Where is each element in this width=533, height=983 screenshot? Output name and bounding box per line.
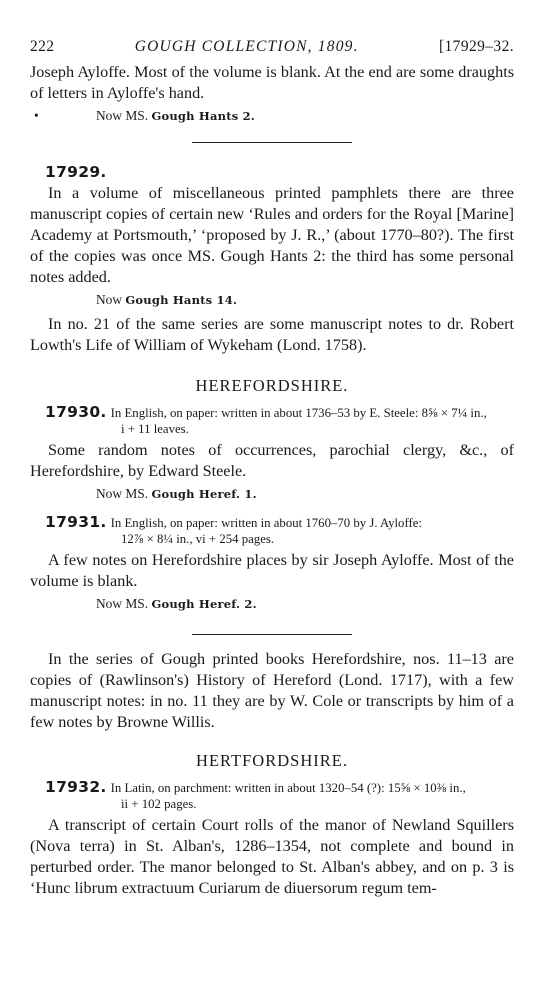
ms-shelfmark: Gough Hants 2.: [151, 109, 255, 123]
entry-number-17930: 17930.: [45, 403, 107, 421]
printed-books-note: In the series of Gough printed books Herefordshire, nos. 11–13 are copies of (Rawlinson's) History of Hereford (Lond. 1717), with a few manuscript notes: in no. 11 they are by W. Cole or transcripts by him of a few notes by Browne Willis.: [30, 650, 514, 731]
entry-17931-paragraph: A few notes on Herefordshire places by sir Joseph Ayloffe. Most of the volume is blank.: [30, 551, 514, 590]
desc-line-1: In Latin, on parchment: written in about 1320–54 (?): 15⅝ × 10⅜ in.,: [110, 781, 466, 795]
entry-17929-paragraph: In a volume of miscellaneous printed pamphlets there are three manuscript copies of certain new ‘Rules and orders for the Royal [Marine] Academy at Portsmouth,’ ‘proposed by J. R.,’ (about 1770–80?). The first of the copies was once MS. Gough Hants 2: the third has some personal notes added.: [30, 184, 514, 286]
ms-prefix: Now MS.: [96, 108, 149, 123]
desc-line-2: ii + 102 pages.: [121, 797, 197, 811]
ms-prefix: Now MS.: [96, 596, 149, 611]
entry-17931-description: [30, 514, 514, 547]
entry-number-17931: 17931.: [45, 513, 107, 531]
intro-ms-line: [30, 106, 514, 126]
section-heading-hertfordshire: HERTFORDSHIRE.: [196, 751, 348, 770]
entry-17930-ms-line: [30, 484, 514, 504]
page: [30, 38, 514, 899]
entry-17931-ms-line: [30, 594, 514, 614]
entry-17932-description: [30, 779, 514, 812]
entry-number-17929: 17929.: [45, 163, 107, 181]
entry-17929-ms-line: [30, 290, 514, 310]
desc-line-1: In English, on paper: written in about 1736–53 by E. Steele: 8⅝ × 7¼ in.,: [110, 406, 487, 420]
entry-17930-paragraph: Some random notes of occurrences, parochial clergy, &c., of Herefordshire, by Edward Steele.: [30, 441, 514, 480]
desc-line-2: 12⅞ × 8¼ in., vi + 254 pages.: [121, 532, 275, 546]
entry-17930-description: [30, 404, 514, 437]
section-heading-herefordshire: HEREFORDSHIRE.: [195, 376, 349, 395]
page-number: 222: [30, 38, 55, 55]
entry-number-17932: 17932.: [45, 778, 107, 796]
entry-range: [17929–32.: [438, 38, 514, 55]
bullet-mark: •: [34, 108, 39, 123]
ms-shelfmark: Gough Hants 14.: [125, 293, 238, 307]
entry-17932-paragraph: A transcript of certain Court rolls of the manor of Newland Squillers (Nova terra) in St. Alban's, 1286–1354, not complete and bound in perturbed order. The manor belonged to St. Alban's abbey, and on p. 3 is ‘Hunc librum extractuum Curiarum de diuersorum regum tem-: [30, 816, 514, 897]
running-header: [30, 38, 514, 56]
entry-17929-note: In no. 21 of the same series are some manuscript notes to dr. Robert Lowth's Life of William of Wykeham (Lond. 1758).: [30, 315, 514, 354]
ms-prefix: Now MS.: [96, 486, 149, 501]
ms-shelfmark: Gough Heref. 2.: [151, 597, 257, 611]
intro-paragraph: Joseph Ayloffe. Most of the volume is blank. At the end are some draughts of letters in Ayloffe's hand.: [30, 63, 514, 102]
desc-line-1: In English, on paper: written in about 1760–70 by J. Ayloffe:: [110, 516, 422, 530]
divider-rule: [192, 142, 352, 143]
ms-shelfmark: Gough Heref. 1.: [151, 487, 257, 501]
desc-line-2: i + 11 leaves.: [121, 422, 189, 436]
ms-prefix: Now: [96, 292, 123, 307]
divider-rule: [192, 634, 352, 635]
running-title: GOUGH COLLECTION, 1809.: [134, 38, 359, 55]
